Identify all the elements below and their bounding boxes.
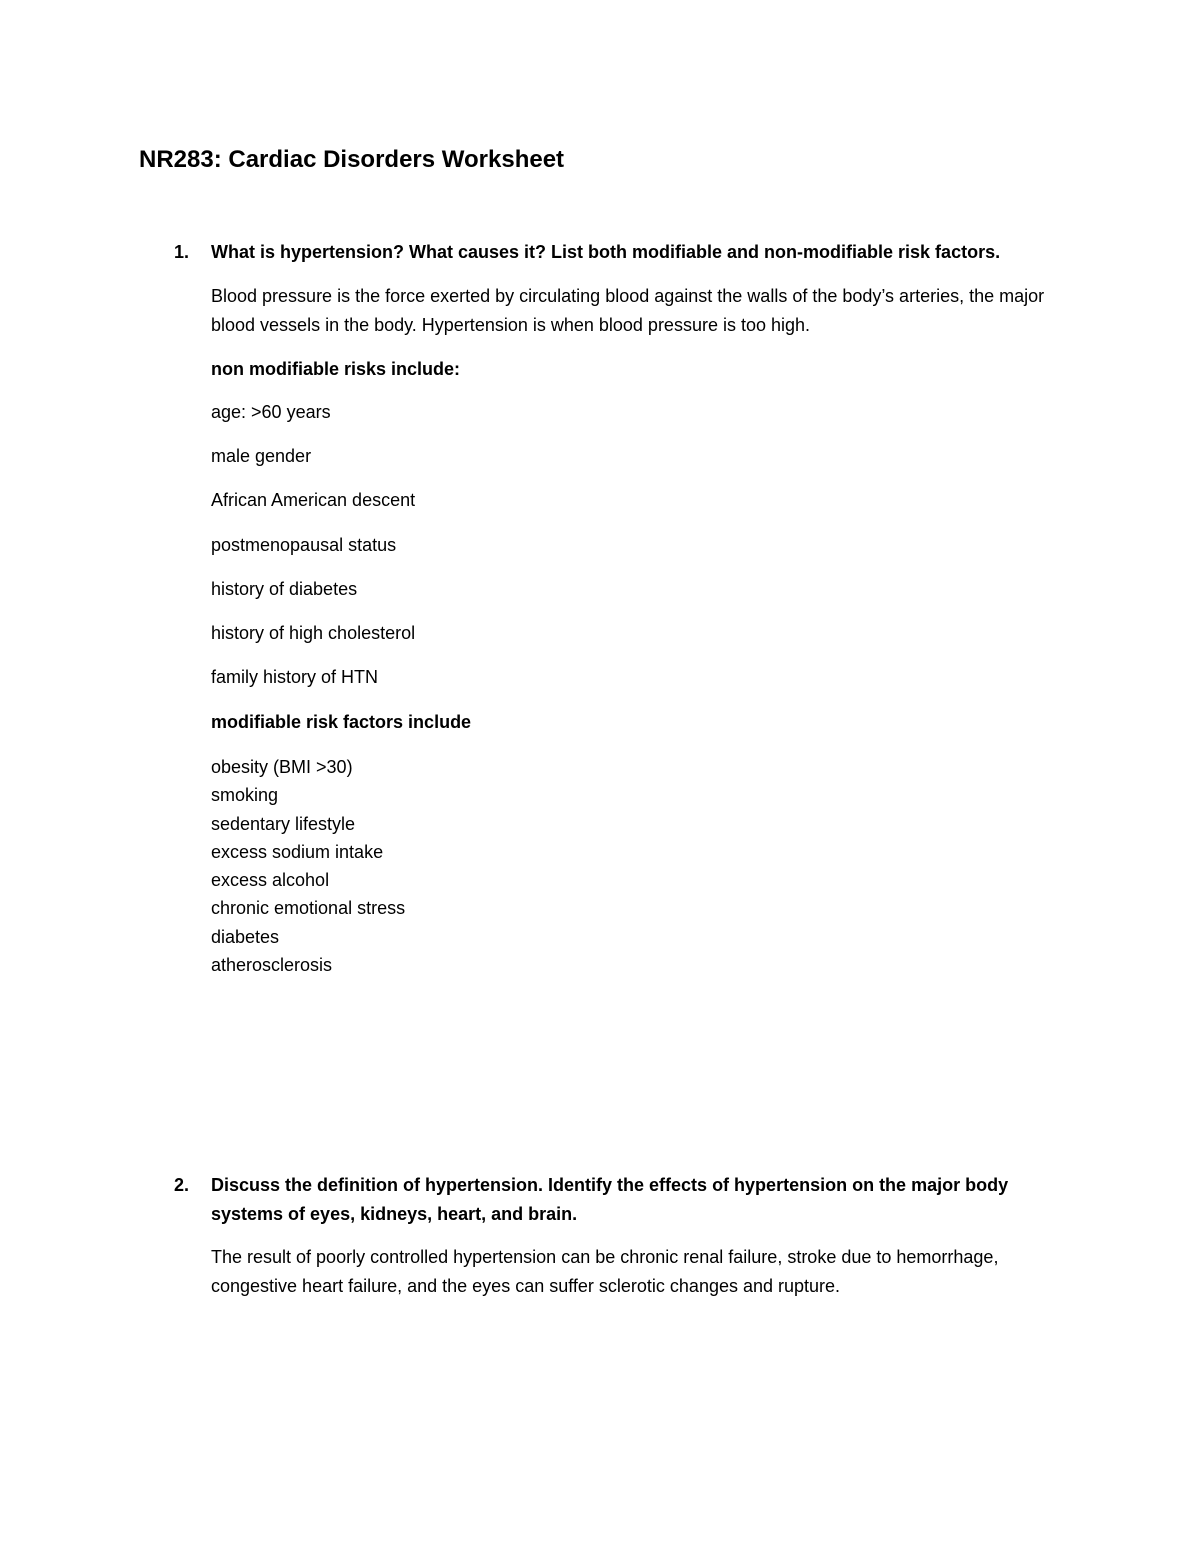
list-item: history of high cholesterol [211, 623, 416, 643]
list-item: obesity (BMI >30) [211, 757, 353, 777]
modifiable-list [211, 753, 405, 979]
modifiable-heading: modifiable risk factors include [211, 712, 472, 732]
list-item: postmenopausal status [211, 535, 397, 555]
question-1-answer: Blood pressure is the force exerted by circulating blood against the walls of the body’s arteries, the major blood vessels in the body. Hypertension is when blood pressure is too high. [211, 286, 1045, 335]
list-item: sedentary lifestyle [211, 813, 356, 834]
list-item: smoking [211, 785, 279, 806]
list-item: excess alcohol [211, 870, 330, 891]
question-1-number: 1. [174, 242, 190, 262]
list-item: male gender [211, 446, 312, 466]
list-item: chronic emotional stress [211, 898, 406, 919]
list-item: excess sodium intake [211, 841, 384, 862]
question-2-text: Discuss the definition of hypertension. Identify the effects of hypertension on the major body systems of eyes, kidneys, heart, and brain. [211, 1175, 1009, 1224]
list-item: family history of HTN [211, 667, 379, 687]
non-modifiable-heading: non modifiable risks include: [211, 359, 461, 379]
list-item: age: >60 years [211, 402, 331, 422]
question-2 [174, 1171, 1054, 1229]
list-item: history of diabetes [211, 579, 358, 599]
question-1 [174, 238, 1054, 267]
list-item: African American descent [211, 490, 416, 510]
question-2-answer: The result of poorly controlled hypertension can be chronic renal failure, stroke due to hemorrhage, congestive heart failure, and the eyes can suffer sclerotic changes and rupture. [211, 1247, 999, 1296]
question-1-text: What is hypertension? What causes it? List both modifiable and non-modifiable risk factors. [211, 242, 1001, 262]
list-item: diabetes [211, 926, 280, 947]
list-item: atherosclerosis [211, 955, 333, 976]
page-title: NR283: Cardiac Disorders Worksheet [139, 146, 565, 173]
question-2-number: 2. [174, 1175, 190, 1195]
